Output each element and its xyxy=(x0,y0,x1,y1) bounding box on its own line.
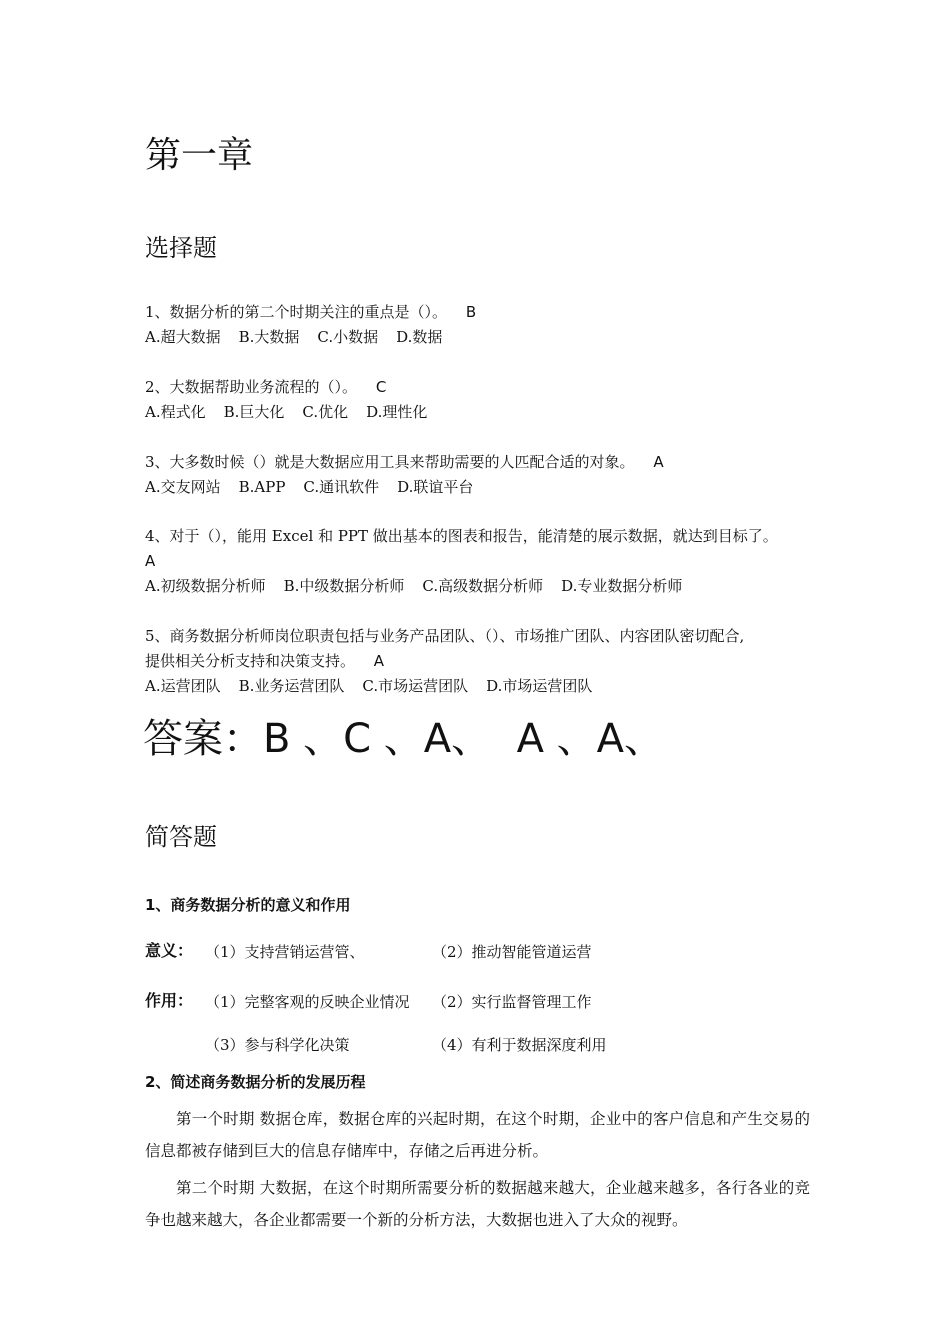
option: B.巨大化 xyxy=(223,403,285,421)
option: A.程式化 xyxy=(145,403,206,421)
role-item: （3）参与科学化决策 xyxy=(205,1036,350,1054)
option: A.交友网站 xyxy=(145,478,221,496)
option: C.高级数据分析师 xyxy=(422,577,544,595)
question-answer: A xyxy=(145,552,156,570)
mc-section-title: 选择题 xyxy=(145,234,217,262)
option: D.专业数据分析师 xyxy=(561,577,683,595)
question-5-line-1: 5、商务数据分析师岗位职责包括与业务产品团队、（）、市场推广团队、内容团队密切配合, xyxy=(145,627,745,645)
option: A.初级数据分析师 xyxy=(145,577,266,595)
answer-summary: 答案：B 、C 、A、 A 、A、 xyxy=(143,716,665,762)
question-2 xyxy=(145,377,386,397)
chapter-title: 第一章 xyxy=(145,135,254,176)
question-4 xyxy=(145,526,778,546)
sa-section-title: 简答题 xyxy=(145,823,217,851)
option: D.市场运营团队 xyxy=(486,677,593,695)
question-1 xyxy=(145,302,476,322)
meaning-item: （2）推动智能管道运营 xyxy=(432,943,592,961)
options-5 xyxy=(145,676,610,696)
role-item: （4）有利于数据深度利用 xyxy=(432,1036,607,1054)
option: C.优化 xyxy=(302,403,349,421)
question-answer: C xyxy=(375,378,387,396)
sa-question-2: 2、简述商务数据分析的发展历程 xyxy=(145,1073,366,1091)
question-stem: 2、大数据帮助业务流程的（）。 xyxy=(145,378,358,396)
option: C.市场运营团队 xyxy=(362,677,469,695)
option: A.超大数据 xyxy=(145,328,221,346)
question-stem: 4、对于（），能用 Excel 和 PPT 做出基本的图表和报告，能清楚的展示数据，就达到目标了。 xyxy=(145,527,778,545)
options-4 xyxy=(145,576,700,596)
option: D.联谊平台 xyxy=(397,478,474,496)
meaning-item: （1）支持营销运营管、 xyxy=(205,943,365,961)
meaning-label: 意义： xyxy=(145,941,194,960)
sa-question-1: 1、商务数据分析的意义和作用 xyxy=(145,896,351,914)
role-label: 作用： xyxy=(145,991,194,1010)
options-1 xyxy=(145,327,460,347)
question-answer: B xyxy=(465,303,477,321)
option: B.大数据 xyxy=(238,328,300,346)
option: D.数据 xyxy=(396,328,443,346)
option: C.通讯软件 xyxy=(303,478,380,496)
option: D.理性化 xyxy=(366,403,428,421)
question-5-line-2 xyxy=(145,651,384,671)
role-item: （1）完整客观的反映企业情况 xyxy=(205,993,410,1011)
question-answer: A xyxy=(653,453,664,471)
history-paragraph: 第一个时期 数据仓库，数据仓库的兴起时期，在这个时期，企业中的客户信息和产生交易的信息都被存储到巨大的信息存储库中，存储之后再进分析。 xyxy=(145,1110,810,1160)
history-paragraph: 第二个时期 大数据，在这个时期所需要分析的数据越来越大，企业越来越多，各行各业的竞争也越来越大，各企业都需要一个新的分析方法，大数据也进入了大众的视野。 xyxy=(145,1179,810,1229)
question-stem: 提供相关分析支持和决策支持。 xyxy=(145,652,356,670)
options-3 xyxy=(145,477,491,497)
question-stem: 3、大多数时候（）就是大数据应用工具来帮助需要的人匹配合适的对象。 xyxy=(145,453,635,471)
options-2 xyxy=(145,402,445,422)
option: B.中级数据分析师 xyxy=(283,577,405,595)
option: C.小数据 xyxy=(317,328,379,346)
question-3 xyxy=(145,452,664,472)
option: B.业务运营团队 xyxy=(238,677,345,695)
question-answer: A xyxy=(373,652,385,670)
option: B.APP xyxy=(238,478,286,496)
role-item: （2）实行监督管理工作 xyxy=(432,993,592,1011)
option: A.运营团队 xyxy=(145,677,221,695)
question-stem: 1、数据分析的第二个时期关注的重点是（）。 xyxy=(145,303,448,321)
